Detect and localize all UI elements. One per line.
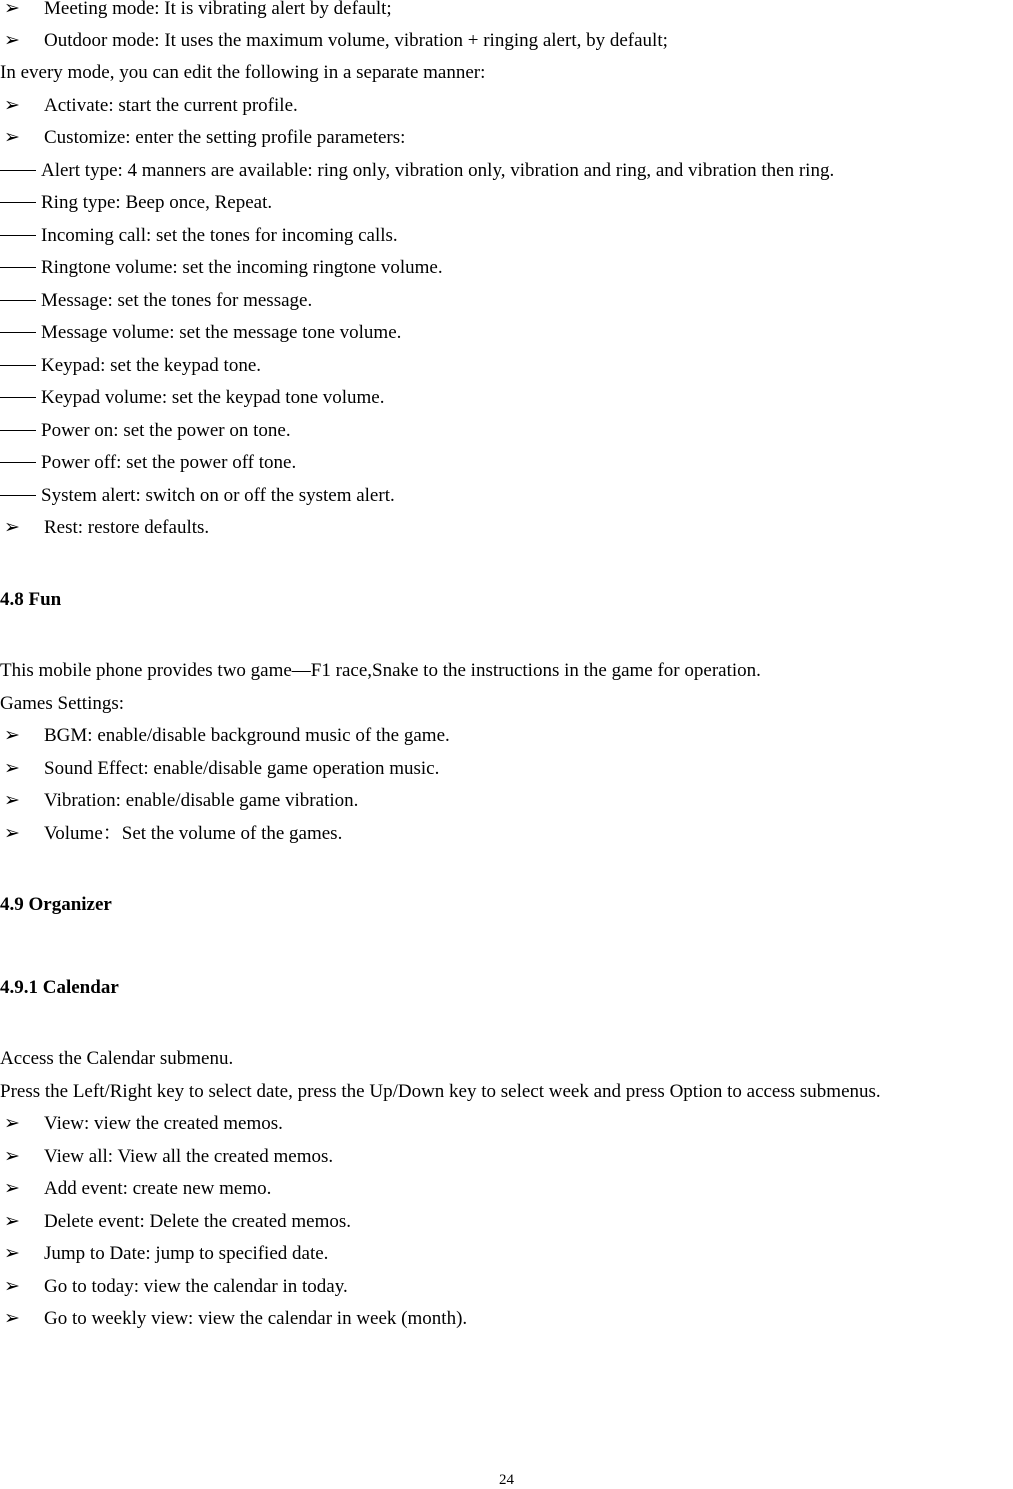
- dash-icon: [0, 170, 36, 171]
- sub-list-item: Keypad: set the keypad tone.: [0, 354, 261, 378]
- list-item: ➢ Volume：Set the volume of the games.: [4, 823, 343, 844]
- sub-list-item: Incoming call: set the tones for incoming calls.: [0, 224, 398, 248]
- dash-icon: [0, 235, 36, 236]
- section-heading: 4.8 Fun: [0, 589, 62, 610]
- arrow-bullet-icon: ➢: [4, 725, 20, 746]
- list-item: ➢ Add event: create new memo.: [4, 1178, 272, 1199]
- sub-list-item: Message: set the tones for message.: [0, 289, 312, 313]
- sub-list-item: Ring type: Beep once, Repeat.: [0, 191, 272, 215]
- dash-icon: [0, 430, 36, 431]
- arrow-bullet-icon: ➢: [4, 127, 20, 148]
- sub-list-item: Power off: set the power off tone.: [0, 451, 296, 475]
- list-item: ➢ Go to today: view the calendar in today.: [4, 1276, 348, 1297]
- paragraph: Access the Calendar submenu.: [0, 1048, 234, 1069]
- sub-list-item: Message volume: set the message tone volume.: [0, 321, 401, 345]
- arrow-bullet-icon: ➢: [4, 1146, 20, 1167]
- dash-icon: [0, 267, 36, 268]
- list-item: ➢ Jump to Date: jump to specified date.: [4, 1243, 329, 1264]
- dash-icon: [0, 365, 36, 366]
- list-item: ➢ Sound Effect: enable/disable game operation music.: [4, 758, 440, 779]
- arrow-bullet-icon: ➢: [4, 30, 20, 51]
- sub-list-item: Alert type: 4 manners are available: ring only, vibration only, vibration and ring, and vibration then ring.: [0, 159, 834, 183]
- arrow-bullet-icon: ➢: [4, 1243, 20, 1264]
- list-item: ➢ Vibration: enable/disable game vibration.: [4, 790, 359, 811]
- dash-icon: [0, 300, 36, 301]
- subsection-heading: 4.9.1 Calendar: [0, 977, 119, 998]
- arrow-bullet-icon: ➢: [4, 1308, 20, 1329]
- section-heading: 4.9 Organizer: [0, 894, 112, 915]
- page-number: 24: [499, 1472, 514, 1488]
- sub-list-item: Ringtone volume: set the incoming ringtone volume.: [0, 256, 443, 280]
- list-item: ➢ View all: View all the created memos.: [4, 1146, 334, 1167]
- arrow-bullet-icon: ➢: [4, 517, 20, 538]
- sub-list-item: Keypad volume: set the keypad tone volume.: [0, 386, 385, 410]
- arrow-bullet-icon: ➢: [4, 95, 20, 116]
- list-item: ➢ Outdoor mode: It uses the maximum volume, vibration + ringing alert, by default;: [4, 30, 668, 51]
- arrow-bullet-icon: ➢: [4, 790, 20, 811]
- dash-icon: [0, 397, 36, 398]
- list-item: ➢ Go to weekly view: view the calendar in week (month).: [4, 1308, 468, 1329]
- arrow-bullet-icon: ➢: [4, 758, 20, 779]
- arrow-bullet-icon: ➢: [4, 1276, 20, 1297]
- list-item: ➢ Customize: enter the setting profile parameters:: [4, 127, 406, 148]
- paragraph: Games Settings:: [0, 693, 125, 714]
- dash-icon: [0, 332, 36, 333]
- list-item: ➢ Activate: start the current profile.: [4, 95, 298, 116]
- dash-icon: [0, 462, 36, 463]
- paragraph: In every mode, you can edit the following in a separate manner:: [0, 62, 486, 83]
- list-item: ➢ BGM: enable/disable background music of the game.: [4, 725, 450, 746]
- arrow-bullet-icon: ➢: [4, 1113, 20, 1134]
- sub-list-item: Power on: set the power on tone.: [0, 419, 291, 443]
- list-item: ➢ Delete event: Delete the created memos.: [4, 1211, 352, 1232]
- dash-icon: [0, 495, 36, 496]
- list-item: ➢ View: view the created memos.: [4, 1113, 283, 1134]
- sub-list-item: System alert: switch on or off the system alert.: [0, 484, 395, 508]
- arrow-bullet-icon: ➢: [4, 0, 20, 19]
- list-item: ➢ Meeting mode: It is vibrating alert by default;: [0, 0, 44, 21]
- arrow-bullet-icon: ➢: [4, 1178, 20, 1199]
- arrow-bullet-icon: ➢: [4, 1211, 20, 1232]
- paragraph: This mobile phone provides two game—F1 race,Snake to the instructions in the game for operation.: [0, 660, 761, 681]
- dash-icon: [0, 202, 36, 203]
- paragraph: Press the Left/Right key to select date, press the Up/Down key to select week and press Option to access submenus.: [0, 1081, 881, 1102]
- arrow-bullet-icon: ➢: [4, 823, 20, 844]
- list-item: ➢ Rest: restore defaults.: [4, 517, 210, 538]
